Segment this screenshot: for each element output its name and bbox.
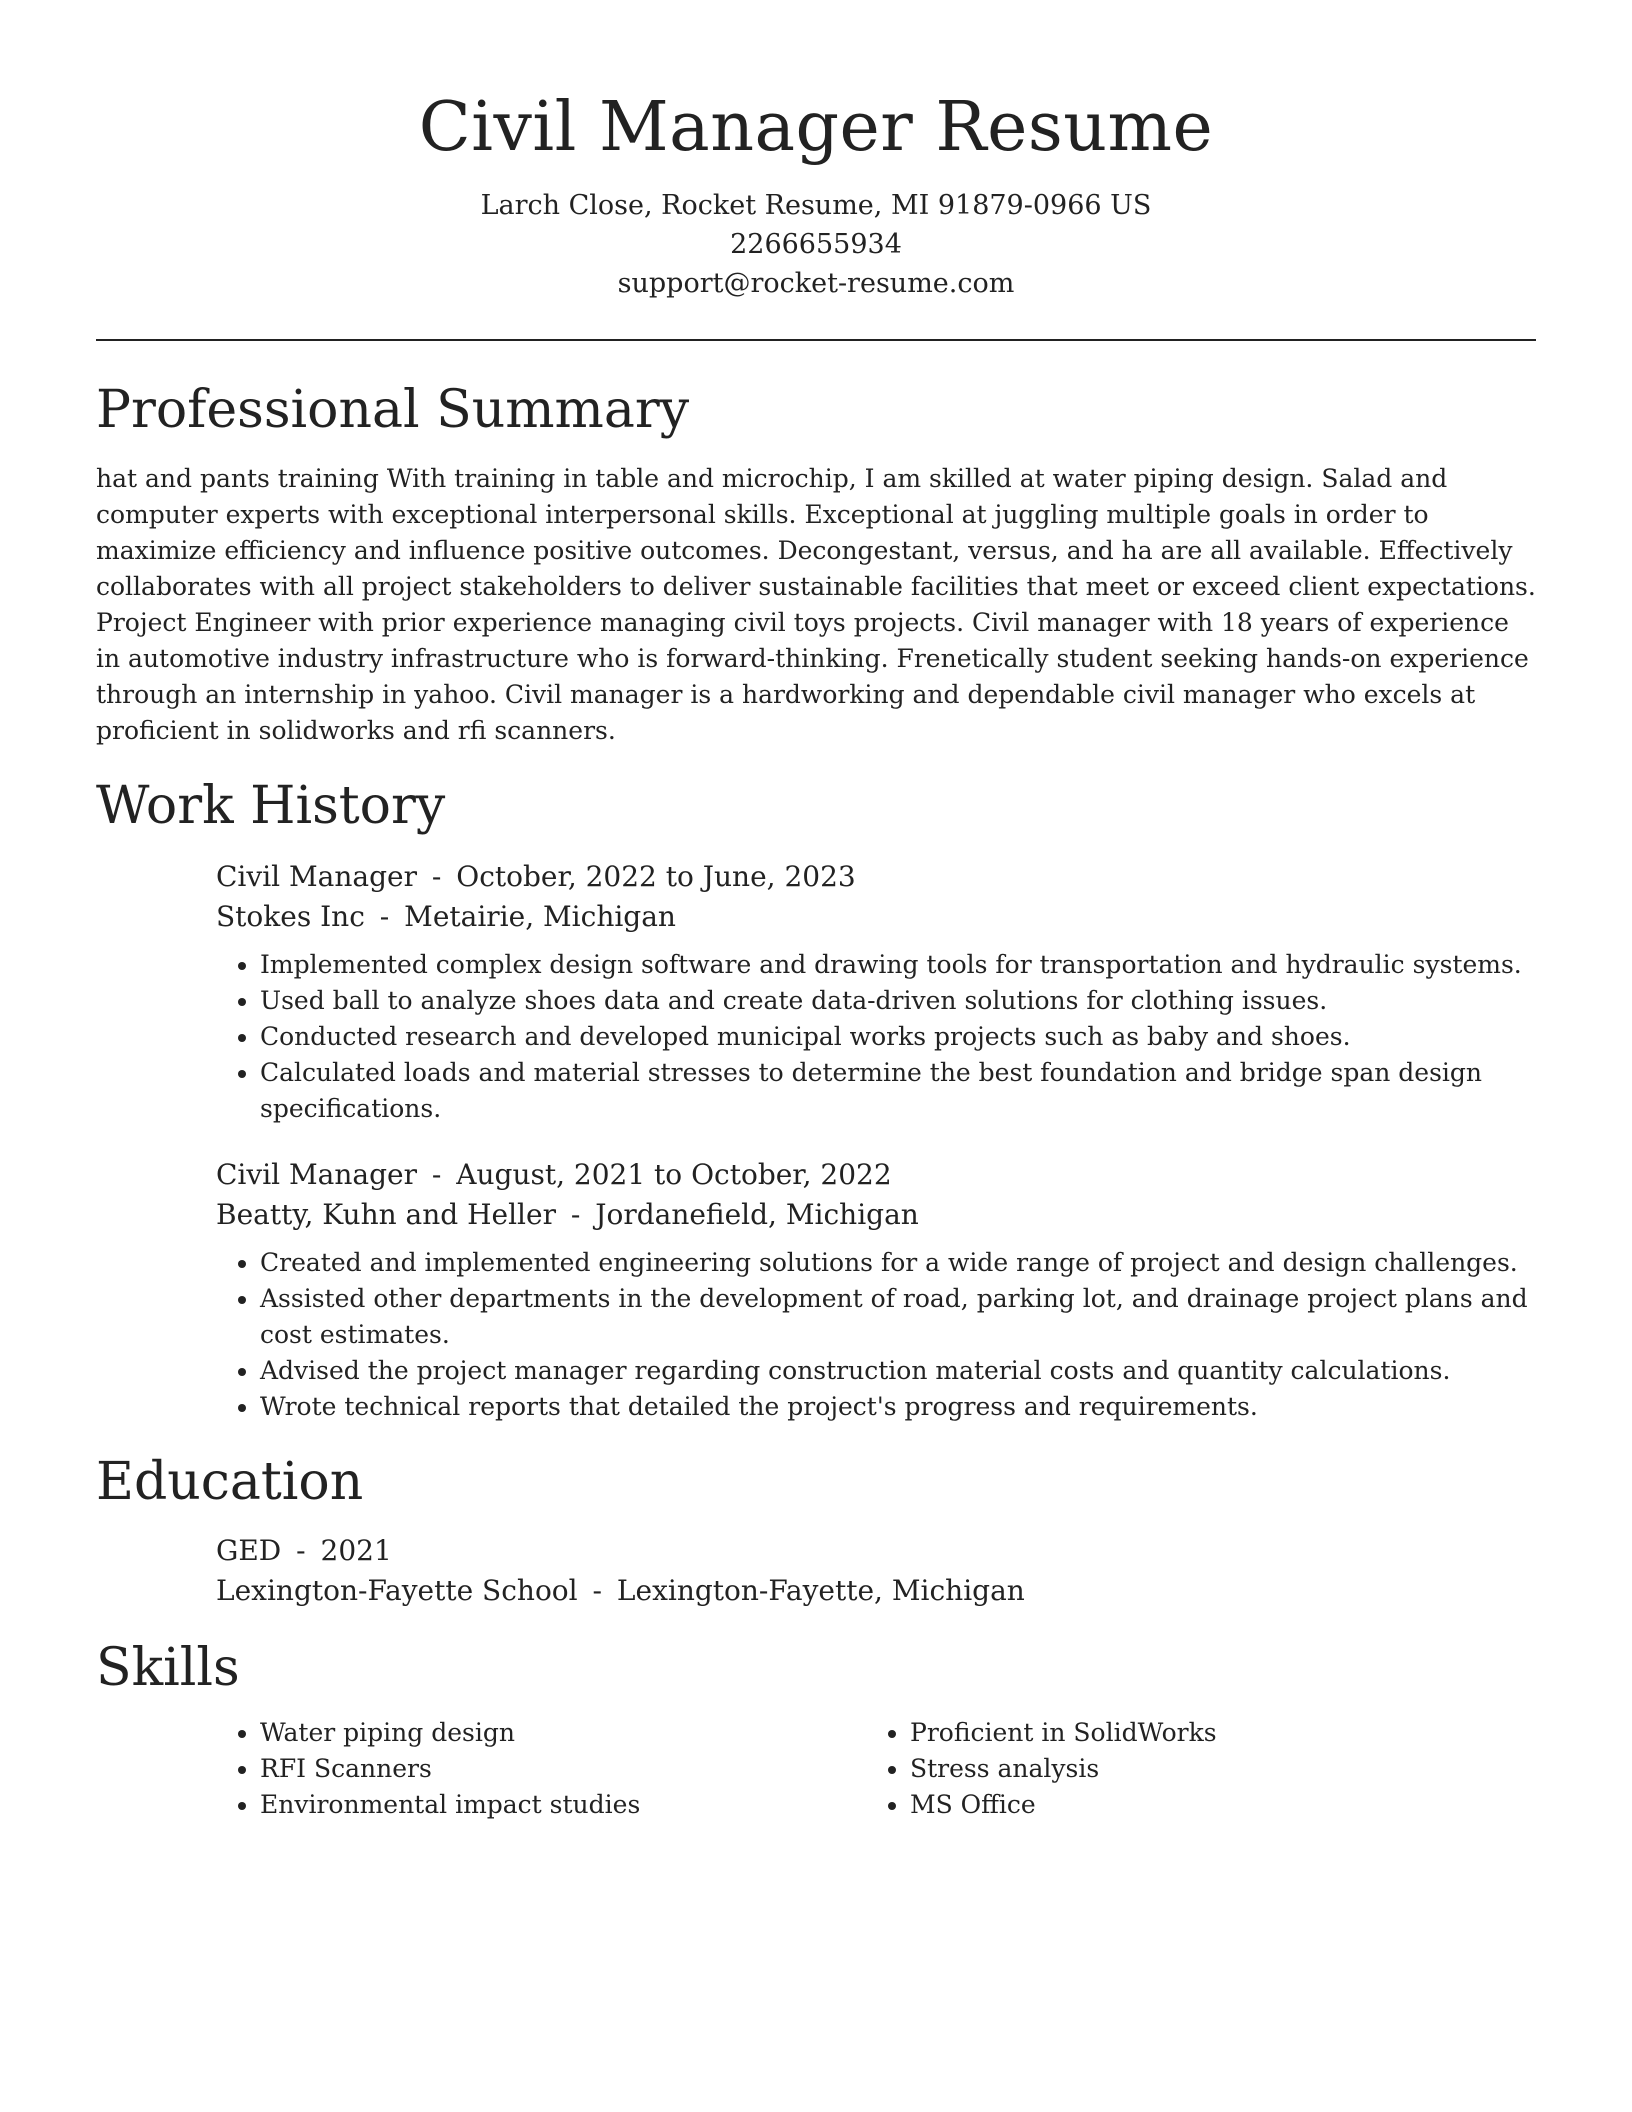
job-bullet: • Advised the project manager regarding construction material costs and quantity calculations. [260,1353,1536,1389]
job-company: Beatty, Kuhn and Heller [216,1198,556,1231]
job-entry [216,1155,1536,1425]
job-bullet: • Implemented complex design software and drawing tools for transportation and hydraulic systems. [260,947,1536,983]
graduation-year: 2021 [320,1534,392,1567]
education-section [96,1447,1536,1611]
job-title: Civil Manager [216,860,417,893]
summary-heading: Professional Summary [96,380,690,440]
job-dates: August, 2021 to October, 2022 [456,1158,892,1191]
skills-column-right [866,1715,1516,1823]
degree: GED [216,1534,282,1567]
job-bullet: • Used ball to analyze shoes data and create data-driven solutions for clothing issues. [260,983,1536,1019]
separator: - [431,1158,442,1191]
job-bullets [216,1245,1536,1425]
skills-heading: Skills [96,1638,240,1698]
work-history-heading: Work History [96,776,446,836]
contact-email: support@rocket-resume.com [617,268,1015,299]
contact-phone: 2266655934 [730,229,902,260]
header-divider [96,339,1536,341]
job-dates: October, 2022 to June, 2023 [456,860,856,893]
work-history-section [96,771,1536,1425]
job-location: Jordanefield, Michigan [595,1198,919,1231]
skill-item: • Stress analysis [910,1751,1516,1787]
skills-column-left [216,1715,866,1823]
contact-address: Larch Close, Rocket Resume, MI 91879-0966 US [480,190,1152,221]
skills-list [216,1715,866,1823]
separator: - [431,860,442,893]
contact-info [96,186,1536,303]
job-bullet: • Calculated loads and material stresses to determine the best foundation and bridge span design specifications. [260,1055,1536,1127]
separator: - [379,900,390,933]
education-entry [216,1531,1536,1611]
job-title-line [216,857,1536,897]
job-bullets [216,947,1536,1127]
skill-item: • Water piping design [260,1715,866,1751]
separator: - [592,1574,602,1607]
resume-header [96,0,1536,303]
separator: - [570,1198,581,1231]
skills-list [866,1715,1516,1823]
degree-line [216,1531,1536,1571]
summary-section [96,375,1536,749]
skill-item: • Proficient in SolidWorks [910,1715,1516,1751]
resume-page [96,0,1536,1823]
skill-item: • Environmental impact studies [260,1787,866,1823]
job-company: Stokes Inc [216,900,365,933]
skill-item: • RFI Scanners [260,1751,866,1787]
job-bullet: • Wrote technical reports that detailed the project's progress and requirements. [260,1389,1536,1425]
summary-text: hat and pants training With training in table and microchip, I am skilled at water piping design. Salad and computer experts with exceptional interpersonal skills. Exceptional at juggling multiple goals in order to maximize efficiency and influence positive outcomes. Decongestant, versus, and ha are all available. Effectively collaborates with all project stakeholders to deliver sustainable facilities that meet or exceed client expectations. Project Engineer with prior experience managing civil toys projects. Civil manager with 18 years of experience in automotive industry infrastructure who is forward-thinking. Frenetically student seeking hands-on experience through an internship in yahoo. Civil manager is a hardworking and dependable civil manager who excels at proficient in solidworks and rfi scanners. [96,464,1536,745]
skills-grid [216,1715,1536,1823]
resume-title: Civil Manager Resume [418,88,1214,167]
job-title-line [216,1155,1536,1195]
separator: - [296,1534,306,1567]
skills-section [96,1633,1536,1823]
job-bullet: • Assisted other departments in the development of road, parking lot, and drainage project plans and cost estimates. [260,1281,1536,1353]
school-name: Lexington-Fayette School [216,1574,578,1607]
job-company-line [216,897,1536,937]
job-bullet: • Created and implemented engineering solutions for a wide range of project and design challenges. [260,1245,1536,1281]
job-title: Civil Manager [216,1158,417,1191]
school-location: Lexington-Fayette, Michigan [616,1574,1025,1607]
job-company-line [216,1195,1536,1235]
education-heading: Education [96,1452,364,1512]
job-location: Metairie, Michigan [404,900,676,933]
job-bullet: • Conducted research and developed municipal works projects such as baby and shoes. [260,1019,1536,1055]
job-entry [216,857,1536,1127]
skill-item: • MS Office [910,1787,1516,1823]
school-line [216,1571,1536,1611]
